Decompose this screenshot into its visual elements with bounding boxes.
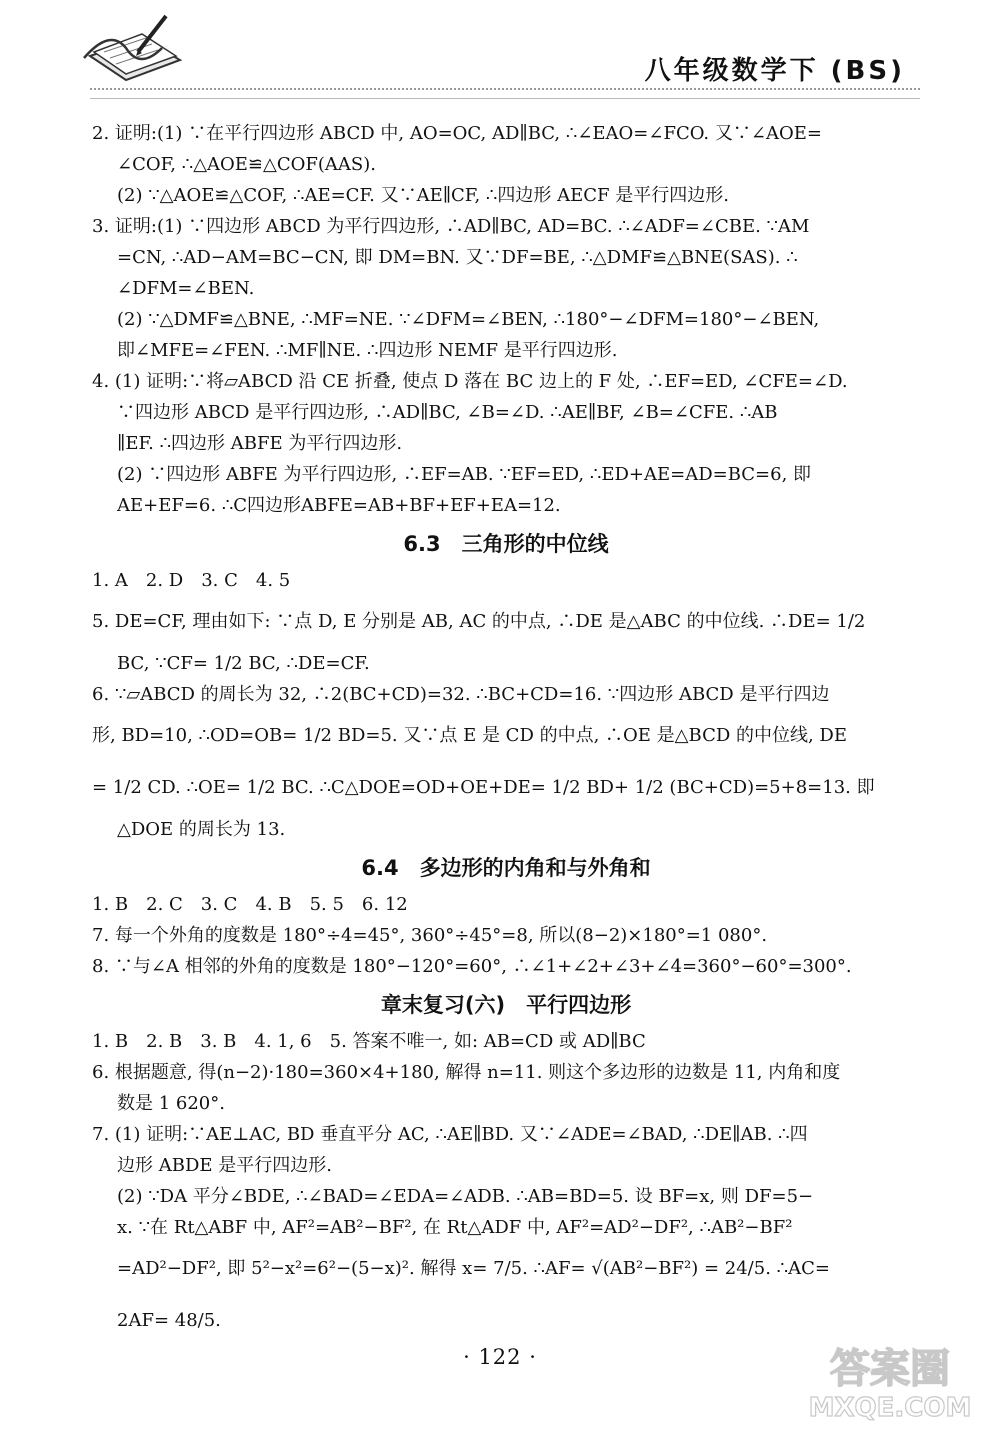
- answer-line: 即∠MFE=∠FEN. ∴MF∥NE. ∴四边形 NEMF 是平行四边形.: [117, 340, 618, 361]
- watermark-logo: [790, 1338, 990, 1424]
- answer-line: 1. B 2. B 3. B 4. 1, 6 5. 答案不唯一, 如: AB=CD 或 AD∥BC: [92, 1031, 646, 1052]
- svg-text:答案圈: 答案圈: [830, 1346, 950, 1392]
- answer-line: (2) ∵四边形 ABFE 为平行四边形, ∴EF=AB. ∵EF=ED, ∴ED+AE=AD=BC=6, 即: [117, 464, 812, 485]
- answer-line: 5. DE=CF, 理由如下: ∵点 D, E 分别是 AB, AC 的中点, ∴DE 是△ABC 的中位线. ∴DE= 1/2: [92, 611, 866, 632]
- answer-line: 2AF= 48/5.: [117, 1310, 221, 1331]
- notebook-pen-logo-icon: [80, 8, 190, 86]
- answer-line: =CN, ∴AD−AM=BC−CN, 即 DM=BN. 又∵DF=BE, ∴△DMF≌△BNE(SAS). ∴: [117, 247, 798, 268]
- svg-text:MXQE.COM: MXQE.COM: [808, 1393, 972, 1423]
- answer-line: △DOE 的周长为 13.: [117, 819, 286, 840]
- answer-line: (2) ∵△DMF≌△BNE, ∴MF=NE. ∵∠DFM=∠BEN, ∴180°−∠DFM=180°−∠BEN,: [117, 309, 820, 330]
- book-title: 八年级数学下 (BS): [644, 56, 905, 86]
- page-header: [0, 0, 1000, 100]
- answer-line: 形, BD=10, ∴OD=OB= 1/2 BD=5. 又∵点 E 是 CD 的中点, ∴OE 是△BCD 的中位线, DE: [92, 725, 848, 746]
- section-heading: 章末复习(六) 平行四边形: [380, 993, 632, 1017]
- answer-content: [92, 118, 920, 1347]
- answer-line: ∠COF, ∴△AOE≌△COF(AAS).: [117, 154, 376, 175]
- answer-line: = 1/2 CD. ∴OE= 1/2 BC. ∴C△DOE=OD+OE+DE= 1/2 BD+ 1/2 (BC+CD)=5+8=13. 即: [92, 777, 875, 798]
- answer-line: 4. (1) 证明:∵将▱ABCD 沿 CE 折叠, 使点 D 落在 BC 边上的 F 处, ∴EF=ED, ∠CFE=∠D.: [92, 371, 848, 392]
- answer-line: (2) ∵△AOE≌△COF, ∴AE=CF. 又∵AE∥CF, ∴四边形 AECF 是平行四边形.: [117, 185, 729, 206]
- answer-line: 1. A 2. D 3. C 4. 5: [92, 570, 291, 591]
- answer-line: 2. 证明:(1) ∵在平行四边形 ABCD 中, AO=OC, AD∥BC, ∴∠EAO=∠FCO. 又∵∠AOE=: [92, 123, 822, 144]
- answer-line: 3. 证明:(1) ∵四边形 ABCD 为平行四边形, ∴AD∥BC, AD=BC. ∴∠ADF=∠CBE. ∵AM: [92, 216, 810, 237]
- answer-line: 1. B 2. C 3. C 4. B 5. 5 6. 12: [92, 894, 408, 915]
- answer-line: ∠DFM=∠BEN.: [117, 278, 255, 299]
- answer-line: x. ∵在 Rt△ABF 中, AF²=AB²−BF², 在 Rt△ADF 中, AF²=AD²−DF², ∴AB²−BF²: [117, 1217, 793, 1238]
- section-heading: 6.4 多边形的内角和与外角和: [361, 856, 651, 880]
- answer-line: 8. ∵与∠A 相邻的外角的度数是 180°−120°=60°, ∴∠1+∠2+∠3+∠4=360°−60°=300°.: [92, 956, 852, 977]
- answer-line: ∥EF. ∴四边形 ABFE 为平行四边形.: [117, 433, 403, 454]
- answer-line: 6. 根据题意, 得(n−2)·180=360×4+180, 解得 n=11. 则这个多边形的边数是 11, 内角和度: [92, 1062, 841, 1083]
- answer-line: BC, ∵CF= 1/2 BC, ∴DE=CF.: [117, 653, 370, 674]
- answer-line: =AD²−DF², 即 5²−x²=6²−(5−x)². 解得 x= 7/5. ∴AF= √(AB²−BF²) = 24/5. ∴AC=: [117, 1258, 830, 1279]
- answer-line: 数是 1 620°.: [117, 1093, 225, 1114]
- section-heading: 6.3 三角形的中位线: [403, 532, 609, 556]
- answer-line: 边形 ABDE 是平行四边形.: [117, 1155, 332, 1176]
- answer-line: ∵四边形 ABCD 是平行四边形, ∴AD∥BC, ∠B=∠D. ∴AE∥BF, ∠B=∠CFE. ∴AB: [117, 402, 778, 423]
- answer-line: 6. ∵▱ABCD 的周长为 32, ∴2(BC+CD)=32. ∴BC+CD=16. ∵四边形 ABCD 是平行四边: [92, 684, 830, 705]
- header-divider: [90, 88, 920, 99]
- answer-line: 7. 每一个外角的度数是 180°÷4=45°, 360°÷45°=8, 所以(8−2)×180°=1 080°.: [92, 925, 768, 946]
- page-number: · 122 ·: [463, 1345, 537, 1369]
- answer-line: AE+EF=6. ∴C四边形ABFE=AB+BF+EF+EA=12.: [117, 495, 561, 516]
- answer-line: (2) ∵DA 平分∠BDE, ∴∠BAD=∠EDA=∠ADB. ∴AB=BD=5. 设 BF=x, 则 DF=5−: [117, 1186, 814, 1207]
- answer-line: 7. (1) 证明:∵AE⊥AC, BD 垂直平分 AC, ∴AE∥BD. 又∵∠ADE=∠BAD, ∴DE∥AB. ∴四: [92, 1124, 808, 1145]
